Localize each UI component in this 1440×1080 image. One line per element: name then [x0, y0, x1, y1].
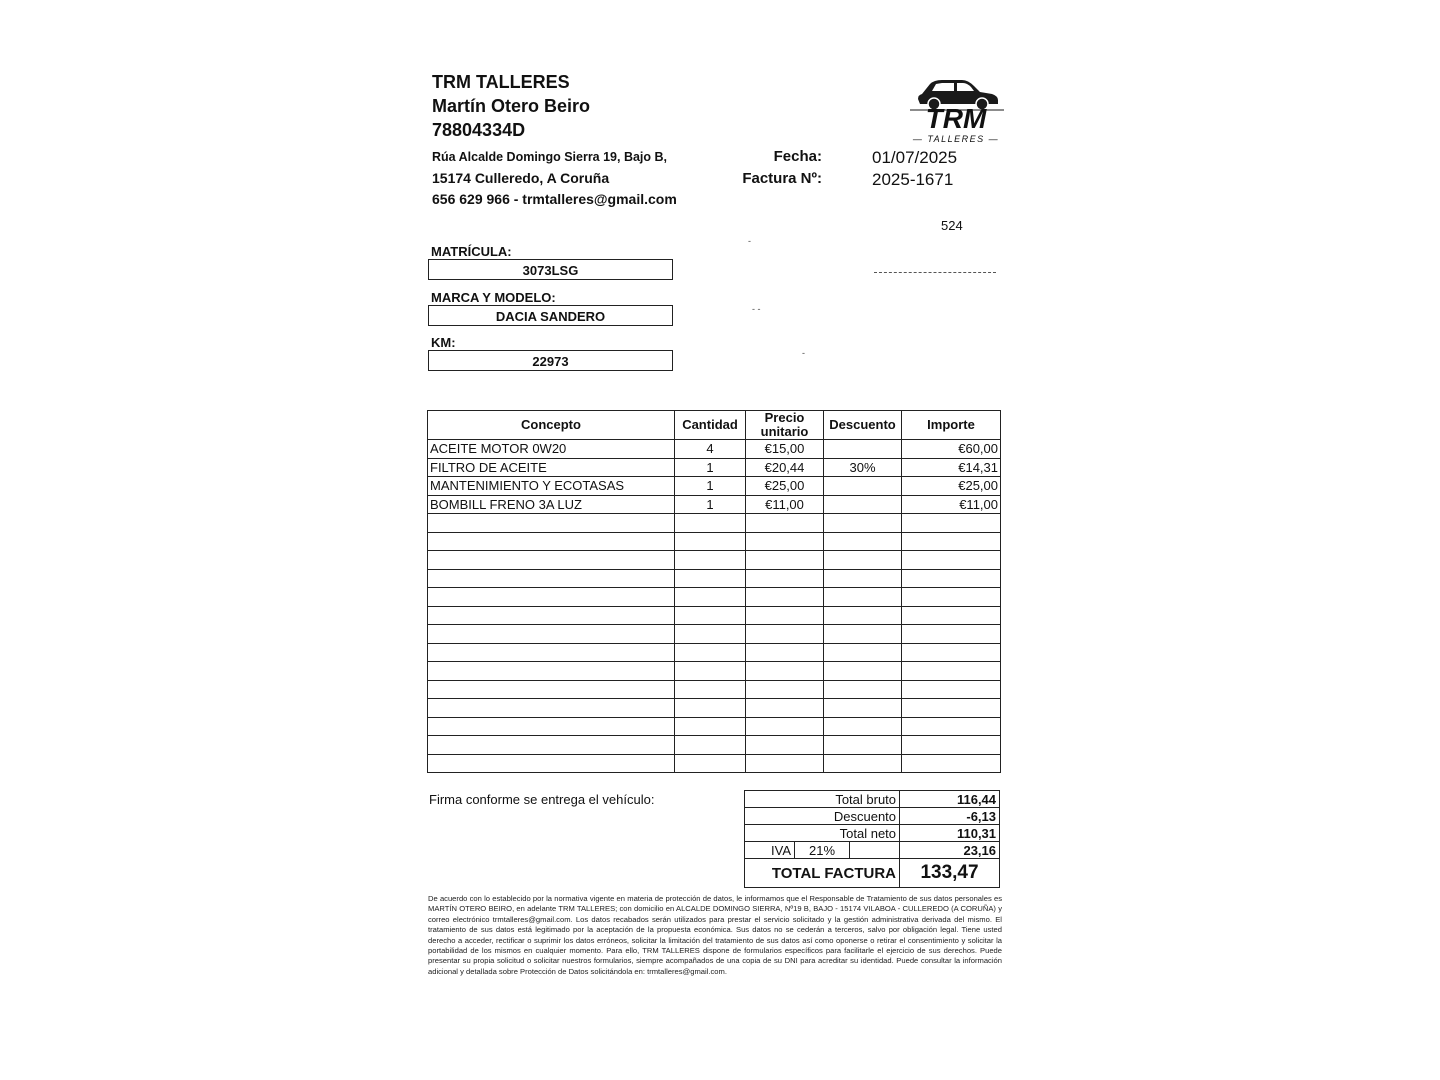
empty-cell: [675, 588, 746, 607]
date-label: Fecha:: [773, 148, 822, 165]
empty-table-row: [428, 625, 1001, 644]
privacy-notice: De acuerdo con lo establecido por la normativa vigente en materia de protección de datos, le informamos que el Responsable de Tratamiento de sus datos personales es MARTÍN OTERO BEIRO, en adelante TRM TALLERES; con domicilio en ALCALDE DOMINGO SIERRA, Nº19 B, BAJO - 15174 VILABOA - CULLEREDO (A CORUÑA) y correo electrónico trmtalleres@gmail.com. Los datos recabados serán utilizados para prestar el servicio solicitado y la gestión administrativa derivada del mismo. El tratamiento de sus datos está legitimado por la aceptación de la propuesta económica. Sus datos no se cederán a terceros, salvo por obligación legal. Tiene usted derecho a acceder, rectificar o suprimir los datos erróneos, solicitar la limitación del tratamiento de sus datos así como oponerse o retirar el consentimiento y solicitar la portabilidad de los mismos en cualquier momento. Para ello, TRM TALLERES dispone de formularios específicos para facilitarle el ejercicio de sus derechos. Puede presentar su propia solicitud o solicitar nuestros formularios, siempre acompañados de una copia de su DNI para acreditar su identidad. Puede consultar la información adicional y detallada sobre Protección de Datos solicitándola en: trmtalleres@gmail.com.: [428, 894, 1002, 976]
empty-cell: [428, 569, 675, 588]
total-neto-label: Total neto: [745, 825, 900, 842]
empty-cell: [428, 699, 675, 718]
empty-table-row: [428, 736, 1001, 755]
empty-table-row: [428, 754, 1001, 773]
empty-cell: [902, 514, 1001, 533]
empty-cell: [746, 643, 824, 662]
empty-cell: [428, 754, 675, 773]
empty-cell: [428, 551, 675, 570]
empty-cell: [675, 662, 746, 681]
empty-cell: [824, 754, 902, 773]
empty-cell: [902, 680, 1001, 699]
empty-cell: [675, 514, 746, 533]
empty-cell: [675, 606, 746, 625]
total-factura-value: 133,47: [900, 859, 1000, 888]
empty-cell: [428, 736, 675, 755]
cell-importe: €60,00: [902, 440, 1001, 459]
company-name: TRM TALLERES: [432, 72, 570, 92]
model-label: MARCA Y MODELO:: [431, 290, 556, 305]
empty-cell: [675, 717, 746, 736]
empty-cell: [824, 662, 902, 681]
empty-cell: [428, 680, 675, 699]
empty-cell: [824, 569, 902, 588]
empty-table-row: [428, 643, 1001, 662]
empty-cell: [746, 736, 824, 755]
empty-table-row: [428, 680, 1001, 699]
cell-importe: €14,31: [902, 458, 1001, 477]
empty-cell: [428, 588, 675, 607]
model-field: DACIA SANDERO: [428, 305, 673, 326]
empty-table-row: [428, 551, 1001, 570]
empty-cell: [902, 662, 1001, 681]
empty-cell: [824, 680, 902, 699]
plate-field: 3073LSG: [428, 259, 673, 280]
cell-precio: €25,00: [746, 477, 824, 496]
cell-importe: €25,00: [902, 477, 1001, 496]
empty-cell: [824, 699, 902, 718]
redacted-line: [874, 272, 996, 276]
empty-cell: [902, 736, 1001, 755]
iva-rate: 21%: [795, 842, 850, 859]
empty-cell: [824, 643, 902, 662]
empty-table-row: [428, 606, 1001, 625]
contact-line: 656 629 966 - trmtalleres@gmail.com: [432, 191, 677, 207]
empty-table-row: [428, 569, 1001, 588]
total-bruto-row: [745, 791, 1000, 808]
plate-label: MATRÍCULA:: [431, 244, 512, 259]
iva-row: [745, 842, 1000, 859]
header-precio: Precio unitario: [746, 411, 824, 440]
cell-precio: €20,44: [746, 458, 824, 477]
empty-cell: [824, 551, 902, 570]
cell-concepto: FILTRO DE ACEITE: [428, 458, 675, 477]
empty-cell: [746, 606, 824, 625]
discount-row: [745, 808, 1000, 825]
empty-cell: [824, 588, 902, 607]
cell-precio: €15,00: [746, 440, 824, 459]
empty-cell: [824, 736, 902, 755]
empty-cell: [746, 514, 824, 533]
empty-cell: [428, 717, 675, 736]
empty-table-row: [428, 532, 1001, 551]
discount-label: Descuento: [745, 808, 900, 825]
table-row: [428, 477, 1001, 496]
empty-table-row: [428, 699, 1001, 718]
scan-mark: -: [802, 348, 805, 358]
iva-label: IVA: [745, 842, 795, 859]
table-row: [428, 440, 1001, 459]
empty-cell: [428, 662, 675, 681]
empty-cell: [824, 625, 902, 644]
empty-cell: [902, 532, 1001, 551]
empty-cell: [746, 680, 824, 699]
km-label: KM:: [431, 335, 456, 350]
totals-table: [744, 790, 1000, 888]
cell-cantidad: 1: [675, 495, 746, 514]
empty-cell: [902, 699, 1001, 718]
table-header-row: [428, 411, 1001, 440]
empty-cell: [746, 551, 824, 570]
company-owner: Martín Otero Beiro: [432, 96, 591, 116]
header-concepto: Concepto: [428, 411, 675, 440]
km-field: 22973: [428, 350, 673, 371]
cell-cantidad: 1: [675, 458, 746, 477]
empty-cell: [746, 625, 824, 644]
empty-cell: [675, 551, 746, 570]
total-neto-value: 110,31: [900, 825, 1000, 842]
empty-cell: [902, 569, 1001, 588]
scan-mark: -: [748, 236, 751, 246]
empty-table-row: [428, 514, 1001, 533]
cell-precio: €11,00: [746, 495, 824, 514]
iva-value: 23,16: [900, 842, 1000, 859]
empty-cell: [675, 625, 746, 644]
total-factura-label: TOTAL FACTURA: [745, 859, 900, 888]
address-line-1: Rúa Alcalde Domingo Sierra 19, Bajo B,: [432, 150, 668, 164]
empty-cell: [675, 699, 746, 718]
company-address: [432, 147, 677, 210]
empty-cell: [824, 514, 902, 533]
invoice-number-value: 2025-1671: [872, 170, 954, 189]
table-row: [428, 458, 1001, 477]
discount-value: -6,13: [900, 808, 1000, 825]
empty-cell: [428, 625, 675, 644]
empty-cell: [902, 643, 1001, 662]
empty-cell: [746, 532, 824, 551]
empty-cell: [746, 588, 824, 607]
empty-cell: [428, 643, 675, 662]
scan-mark: - -: [752, 304, 761, 314]
cell-concepto: MANTENIMIENTO Y ECOTASAS: [428, 477, 675, 496]
empty-cell: [902, 606, 1001, 625]
empty-cell: [824, 717, 902, 736]
empty-cell: [902, 717, 1001, 736]
address-line-2: 15174 Culleredo, A Coruña: [432, 170, 610, 186]
signature-label: Firma conforme se entrega el vehículo:: [429, 792, 655, 807]
total-bruto-label: Total bruto: [745, 791, 900, 808]
empty-cell: [428, 606, 675, 625]
cell-concepto: BOMBILL FRENO 3A LUZ: [428, 495, 675, 514]
empty-table-row: [428, 717, 1001, 736]
empty-cell: [428, 514, 675, 533]
header-cantidad: Cantidad: [675, 411, 746, 440]
empty-cell: [746, 662, 824, 681]
trm-logo: [896, 66, 1014, 146]
total-bruto-value: 116,44: [900, 791, 1000, 808]
cell-cantidad: 4: [675, 440, 746, 459]
empty-cell: [902, 588, 1001, 607]
header-descuento: Descuento: [824, 411, 902, 440]
total-factura-row: [745, 859, 1000, 888]
cell-descuento: 30%: [824, 458, 902, 477]
empty-cell: [746, 754, 824, 773]
empty-cell: [902, 625, 1001, 644]
logo-text: TRM: [925, 103, 987, 134]
extra-number: 524: [941, 218, 963, 233]
empty-cell: [746, 717, 824, 736]
items-table: [427, 410, 1001, 773]
empty-cell: [675, 736, 746, 755]
empty-cell: [675, 754, 746, 773]
logo-subtitle: — TALLERES —: [912, 134, 1000, 144]
cell-concepto: ACEITE MOTOR 0W20: [428, 440, 675, 459]
header-importe: Importe: [902, 411, 1001, 440]
table-row: [428, 495, 1001, 514]
cell-descuento: [824, 495, 902, 514]
empty-table-row: [428, 588, 1001, 607]
iva-spacer: [850, 842, 900, 859]
empty-table-row: [428, 662, 1001, 681]
empty-cell: [746, 699, 824, 718]
date-value: 01/07/2025: [872, 148, 958, 167]
cell-descuento: [824, 477, 902, 496]
car-icon: [896, 66, 1014, 146]
total-neto-row: [745, 825, 1000, 842]
cell-importe: €11,00: [902, 495, 1001, 514]
empty-cell: [902, 551, 1001, 570]
empty-cell: [902, 754, 1001, 773]
empty-cell: [675, 680, 746, 699]
empty-cell: [824, 606, 902, 625]
empty-cell: [746, 569, 824, 588]
empty-cell: [824, 532, 902, 551]
empty-cell: [675, 532, 746, 551]
cell-cantidad: 1: [675, 477, 746, 496]
invoice-number-label: Factura Nº:: [742, 170, 822, 187]
company-tax-id: 78804334D: [432, 120, 526, 140]
empty-cell: [675, 569, 746, 588]
cell-descuento: [824, 440, 902, 459]
empty-cell: [428, 532, 675, 551]
empty-cell: [675, 643, 746, 662]
company-block: [432, 70, 590, 142]
